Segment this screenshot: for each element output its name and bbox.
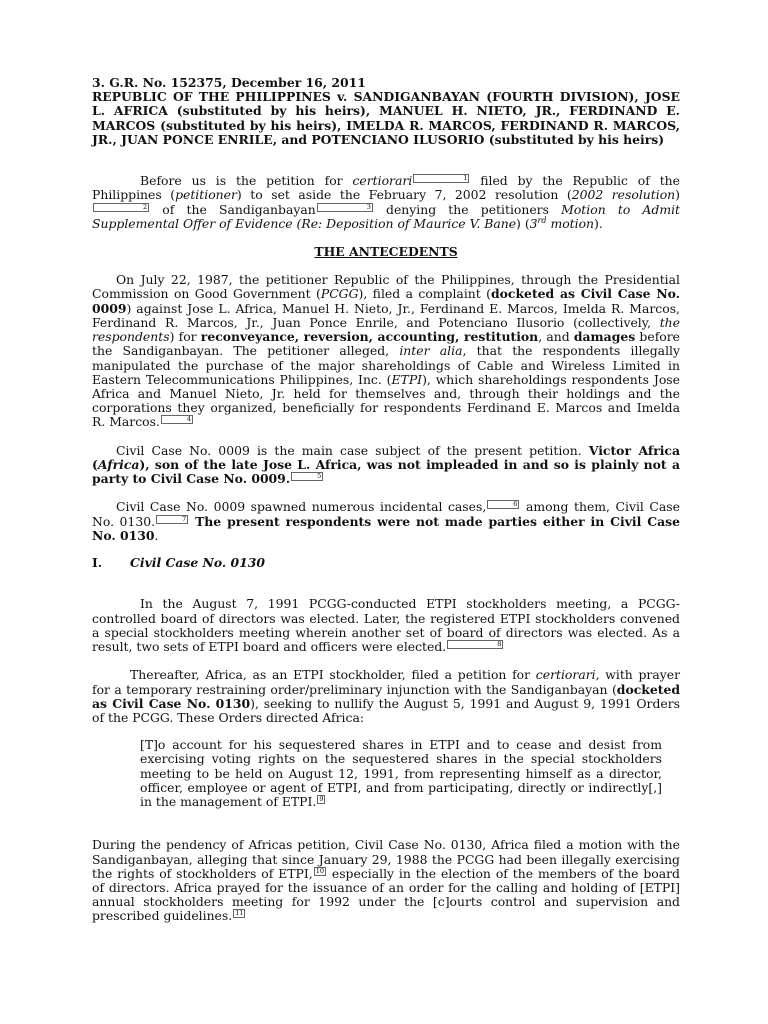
case-citation: 3. G.R. No. 152375, December 16, 2011 [92,75,366,90]
case-title: REPUBLIC OF THE PHILIPPINES v. SANDIGANBAYAN (FOURTH DIVISION), JOSE L. AFRICA (substituted by his heirs), MANUEL H. NIETO, JR., FERDINAND E. MARCOS (substituted by his heirs), IMELDA R. MARCOS, FERDINAND R. MARCOS, JR., JUAN PONCE ENRILE, and POTENCIANO ILUSORIO (substituted by his heirs) [92,89,680,147]
footnote-link-9[interactable]: 9 [319,795,324,803]
footnote-link-2[interactable]: 2 [93,203,149,212]
footnote-link-4[interactable]: 4 [161,415,193,424]
footnote-link-3[interactable]: 3 [317,203,373,212]
case-header [92,76,680,147]
section-number: I. [92,555,103,571]
footnote-link-10[interactable]: 10 [315,866,324,875]
paragraph-2: Civil Case No. 0009 is the main case subject of the present petition. Victor Africa (Africa), son of the late Jose L. Africa, was not impleaded in and so is plainly not a party to Civil Case No. 0009. 5 [92,442,681,487]
paragraph-6: During the pendency of Africas petition, Civil Case No. 0130, Africa filed a motion with the Sandiganbayan, alleging that since January 29, 1988 the PCGG had been illegally exercising the rights of stockholders of ETPI, 10 especially in the election of the members of the board of directors. Africa prayed for the issuance of an order for the calling and holding of [ETPI] annual stockholders meeting for 1992 under the [c]ourts control and supervision and prescribed guidelines. 11 [92,837,680,924]
block-quote: [T]o account for his sequestered shares in ETPI and to cease and desist from exercising voting rights on the sequestered shares in the special stockholders meeting to be held on August 12, 1991, from representing himself as a director, officer, employee or agent of ETPI, and from participating, directly or indirectly[,] in the management of ETPI. 9 [140,737,662,810]
paragraph-3: Civil Case No. 0009 spawned numerous incidental cases, 6 among them, Civil Case No. 0130. 7 The present respondents were not made parties either in Civil Case No. 0130. [92,499,681,544]
footnote-link-5[interactable]: 5 [291,472,323,481]
section-heading-civil-case-0130 [92,556,680,570]
intro-paragraph: Before us is the petition for certiorari 1 filed by the Republic of the Philippines (petitioner) to set aside the February 7, 2002 resolution (2002 resolution)2 of the Sandiganbayan 3 denying the petitioners Motion to Admit Supplemental Offer of Evidence (Re: Deposition of Maurice V. Bane) (3rd motion). [92,173,681,231]
footnote-link-7[interactable]: 7 [156,515,188,524]
paragraph-4: In the August 7, 1991 PCGG-conducted ETPI stockholders meeting, a PCGG-controlled board of directors was elected. Later, the registered ETPI stockholders convened a special stockholders meeting wherein another set of board of directors was elected. As a result, two sets of ETPI board and officers were elected. 8 [92,596,680,655]
section-title: Civil Case No. 0130 [130,555,266,571]
paragraph-5: Thereafter, Africa, as an ETPI stockholder, filed a petition for certiorari, with prayer for a temporary restraining order/preliminary injunction with the Sandiganbayan (docketed as Civil Case No. 0130), seeking to nullify the August 5, 1991 and August 9, 1991 Orders of the PCGG. These Orders directed Africa: [92,667,680,725]
footnote-link-8[interactable]: 8 [447,640,503,649]
paragraph-1: On July 22, 1987, the petitioner Republic of the Philippines, through the Presidential Commission on Good Government (PCGG), filed a complaint (docketed as Civil Case No. 0009) against Jose L. Africa, Manuel H. Nieto, Jr., Ferdinand E. Marcos, Imelda R. Marcos, Ferdinand R. Marcos, Jr., Juan Ponce Enrile, and Potenciano Ilusorio (collectively, the respondents) for reconveyance, reversion, accounting, restitution, and damages before the Sandiganbayan. The petitioner alleged, inter alia, that the respondents illegally manipulated the purchase of the major shareholdings of Cable and Wireless Limited in Eastern Telecommunications Philippines, Inc. (ETPI), which shareholdings respondents Jose Africa and Manuel Nieto, Jr. held for themselves and, through their holdings and the corporations they organized, beneficially for respondents Ferdinand E. Marcos and Imelda R. Marcos. 4 [92,272,681,430]
section-heading-antecedents: THE ANTECEDENTS [314,244,458,260]
footnote-link-6[interactable]: 6 [487,500,519,509]
footnote-link-1[interactable]: 1 [413,174,469,183]
footnote-link-11[interactable]: 11 [235,909,244,918]
